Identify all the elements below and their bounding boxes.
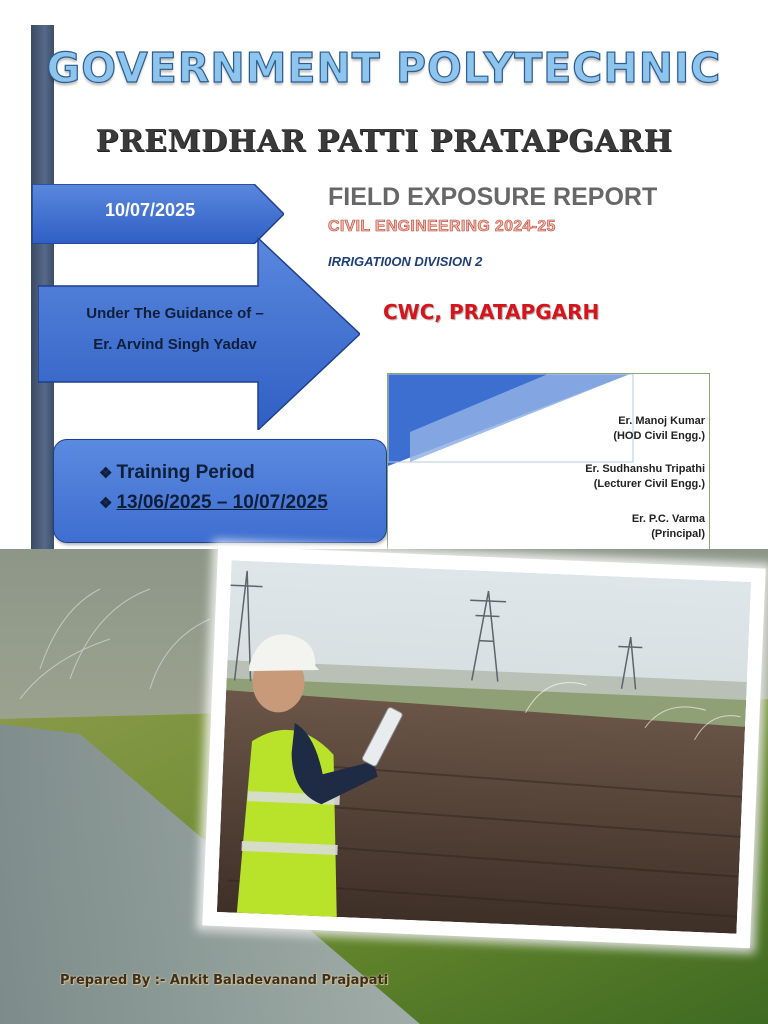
engineer-photo: [217, 560, 751, 933]
faculty-role: (Lecturer Civil Engg.): [593, 478, 705, 490]
training-dates-row: [99, 492, 328, 514]
faculty-name: Er. Sudhanshu Tripathi: [585, 463, 705, 475]
faculty-entry: [613, 414, 705, 444]
faculty-entry: [632, 512, 705, 542]
institute-location: PREMDHAR PATTI PRATAPGARH: [95, 124, 673, 159]
training-dates: 13/06/2025 – 10/07/2025: [116, 492, 328, 513]
diamond-bullet-icon: ❖: [99, 465, 113, 482]
institute-title: GOVERNMENT POLYTECHNIC: [46, 44, 722, 92]
guide-name: Er. Arvind Singh Yadav: [93, 336, 257, 353]
guidance-label: Under The Guidance of –: [86, 305, 264, 322]
training-period-box: [53, 439, 387, 543]
faculty-role: (HOD Civil Engg.): [613, 430, 705, 442]
department-title: CIVIL ENGINEERING 2024-25: [328, 218, 556, 235]
training-label: Training Period: [116, 462, 255, 483]
faculty-name: Er. Manoj Kumar: [618, 415, 705, 427]
diamond-bullet-icon: ❖: [99, 495, 113, 512]
training-label-row: [99, 462, 255, 484]
faculty-entry: [585, 462, 705, 492]
guidance-arrow-shape: [38, 238, 360, 430]
faculty-panel: [387, 373, 710, 551]
faculty-role: (Principal): [651, 528, 705, 540]
report-title: FIELD EXPOSURE REPORT: [328, 183, 658, 211]
division-title: IRRIGATI0ON DIVISION 2: [328, 254, 483, 269]
report-date: 10/07/2025: [105, 200, 196, 220]
prepared-by-credit: Prepared By :- Ankit Baladevanand Prajapati: [60, 973, 389, 988]
engineer-photo-frame: [202, 546, 765, 949]
engineer-in-field-image: [217, 560, 751, 933]
office-title: CWC, PRATAPGARH: [383, 300, 600, 324]
faculty-name: Er. P.C. Varma: [631, 513, 705, 525]
